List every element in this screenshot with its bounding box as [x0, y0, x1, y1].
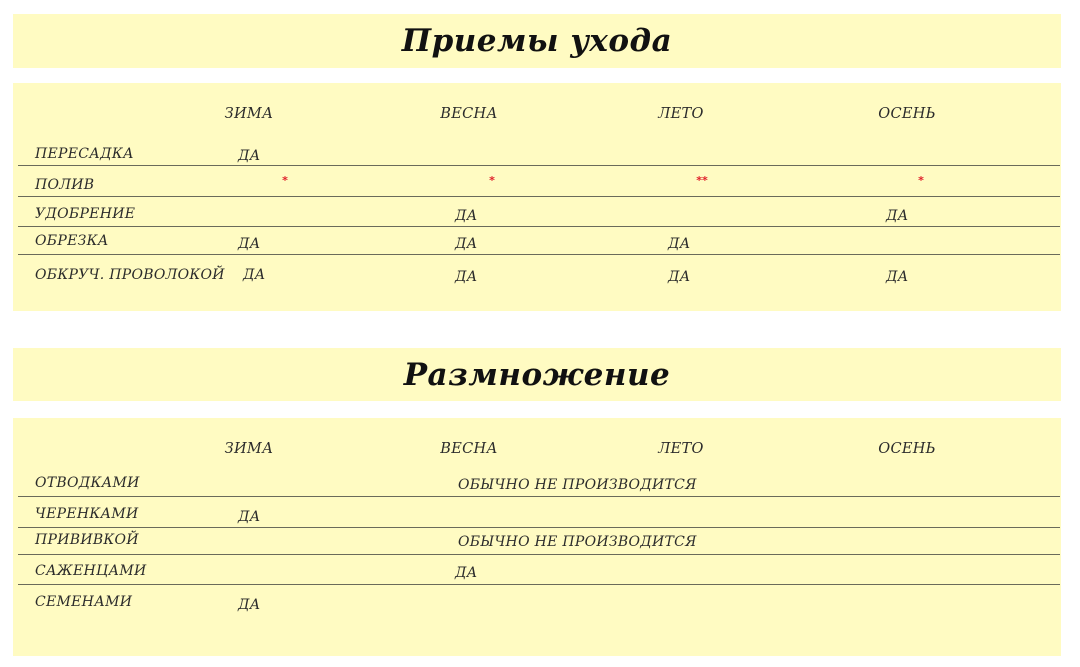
care-header-winter: ЗИМА	[224, 106, 274, 122]
row-divider	[18, 527, 1060, 528]
propagation-cell-cuttings-winter: ДА	[238, 509, 261, 525]
care-header-spring: ВЕСНА	[440, 106, 498, 122]
care-row-label-pruning: ОБРЕЗКА	[35, 233, 109, 249]
care-title: Приемы ухода	[401, 23, 673, 59]
propagation-header-winter: ЗИМА	[224, 441, 274, 457]
care-row-label-watering: ПОЛИВ	[35, 177, 95, 193]
propagation-title-band	[13, 348, 1061, 401]
care-cell-fertilizing-spring: ДА	[455, 208, 478, 224]
care-cell-wiring-spring: ДА	[455, 269, 478, 285]
row-divider	[18, 254, 1060, 255]
care-table	[13, 83, 1061, 311]
propagation-row-label-seedlings: САЖЕНЦАМИ	[35, 563, 147, 579]
propagation-note-layering: ОБЫЧНО НЕ ПРОИЗВОДИТСЯ	[458, 477, 697, 493]
care-row-label-transplant: ПЕРЕСАДКА	[35, 146, 134, 162]
row-divider	[18, 165, 1060, 166]
propagation-header-autumn: ОСЕНЬ	[878, 441, 936, 457]
care-cell-transplant-winter: ДА	[238, 148, 261, 164]
care-title-band	[13, 14, 1061, 68]
propagation-title: Размножение	[403, 356, 671, 393]
row-divider	[18, 554, 1060, 555]
propagation-header-summer: ЛЕТО	[658, 441, 704, 457]
care-cell-wiring-summer: ДА	[668, 269, 691, 285]
row-divider	[18, 584, 1060, 585]
care-cell-watering-winter: *	[282, 174, 288, 187]
propagation-row-label-cuttings: ЧЕРЕНКАМИ	[35, 506, 139, 522]
care-cell-pruning-summer: ДА	[668, 236, 691, 252]
care-cell-wiring-autumn: ДА	[886, 269, 909, 285]
propagation-row-label-grafting: ПРИВИВКОЙ	[35, 532, 139, 548]
propagation-header-spring: ВЕСНА	[440, 441, 498, 457]
propagation-table	[13, 418, 1061, 656]
care-cell-fertilizing-autumn: ДА	[886, 208, 909, 224]
propagation-note-grafting: ОБЫЧНО НЕ ПРОИЗВОДИТСЯ	[458, 534, 697, 550]
care-cell-pruning-spring: ДА	[455, 236, 478, 252]
care-row-label-fertilizing: УДОБРЕНИЕ	[35, 206, 136, 222]
propagation-row-label-seeds: СЕМЕНАМИ	[35, 594, 133, 610]
care-header-autumn: ОСЕНЬ	[878, 106, 936, 122]
care-row-label-wiring: ОБКРУЧ. ПРОВОЛОКОЙ	[35, 267, 225, 283]
propagation-cell-seedlings-spring: ДА	[455, 565, 478, 581]
care-cell-watering-spring: *	[489, 174, 495, 187]
care-cell-wiring-winter: ДА	[243, 267, 266, 283]
row-divider	[18, 196, 1060, 197]
care-cell-pruning-winter: ДА	[238, 236, 261, 252]
row-divider	[18, 496, 1060, 497]
care-cell-watering-autumn: *	[918, 174, 924, 187]
propagation-row-label-layering: ОТВОДКАМИ	[35, 475, 140, 491]
propagation-cell-seeds-winter: ДА	[238, 597, 261, 613]
care-header-summer: ЛЕТО	[658, 106, 704, 122]
row-divider	[18, 226, 1060, 227]
care-cell-watering-summer: **	[696, 174, 708, 187]
